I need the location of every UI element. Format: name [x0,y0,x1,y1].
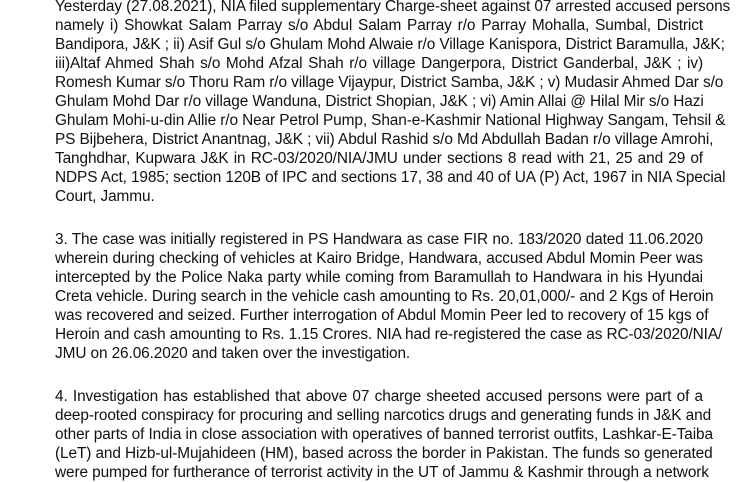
text-line: 4. Investigation has established that above 07 charge sheeted accused persons were part of a [55,388,703,405]
text-line: Bandipora, J&K ; ii) Asif Gul s/o Ghulam Mohd Alwaie r/o Village Kanispora, District Baramulla, J&K; [55,36,725,53]
text-line: were pumped for furtherance of terrorist activity in the UT of Jammu & Kashmir through a network [55,464,709,481]
text-line: Ghulam Mohd Dar r/o village Wanduna, District Shopian, J&K ; vi) Amin Allai @ Hilal Mir s/o Hazi [55,93,704,110]
text-line: Creta vehicle. During search in the vehicle cash amounting to Rs. 20,01,000/- and 2 Kgs of Heroin [55,288,714,305]
text-line: PS Bijbehera, District Anantnag, J&K ; vii) Abdul Rashid s/o Md Abdullah Badan r/o village Amrohi, [55,131,714,148]
text-line: deep-rooted conspiracy for procuring and selling narcotics drugs and generating funds in J&K and [55,407,712,424]
text-line: Romesh Kumar s/o Thoru Ram r/o village Vijaypur, District Samba, J&K ; v) Mudasir Ahmed Dar s/o [55,74,724,91]
text-line: Tanghdhar, Kupwara J&K in RC-03/2020/NIA/JMU under sections 8 read with 21, 25 and 29 of [55,150,703,167]
text-line: was recovered and seized. Further interrogation of Abdul Momin Peer led to recovery of 15 kgs of [55,307,709,324]
text-line: Yesterday (27.08.2021), NIA filed supplementary Charge-sheet against 07 arrested accused persons [55,0,731,15]
text-line: wherein during checking of vehicles at Kairo Bridge, Handwara, accused Abdul Momin Peer was [55,250,703,267]
text-line: 3. The case was initially registered in PS Handwara as case FIR no. 183/2020 dated 11.06.2020 [55,231,703,248]
text-line: Heroin and cash amounting to Rs. 1.15 Crores. NIA had re-registered the case as RC-03/2020/NIA/ [55,326,723,343]
text-line: Court, Jammu. [55,188,155,205]
text-line: intercepted by the Police Naka party while coming from Baramullah to Handwara in his Hyundai [55,269,703,286]
text-line: Ghulam Mohi-u-din Allie r/o Near Petrol Pump, Shan-e-Kashmir National Highway Sangam, Tehsil & [55,112,726,129]
text-line: (LeT) and Hizb-ul-Mujahideen (HM), based across the border in Pakistan. The funds so generated [55,445,713,462]
text-line: other parts of India in close association with operatives of banned terrorist outfits, Lashkar-E-Taiba [55,426,713,443]
text-line: iii)Altaf Ahmed Shah s/o Mohd Afzal Shah r/o village Dangerpora, District Ganderbal, J&K ; iv) [55,55,703,72]
text-line: NDPS Act, 1985; section 120B of IPC and sections 17, 38 and 40 of UA (P) Act, 1967 in NIA Special [55,169,726,186]
text-line: namely i) Showkat Salam Parray s/o Abdul Salam Parray r/o Parray Mohalla, Sumbal, District [55,17,703,34]
text-line: JMU on 26.06.2020 and taken over the investigation. [55,345,411,362]
